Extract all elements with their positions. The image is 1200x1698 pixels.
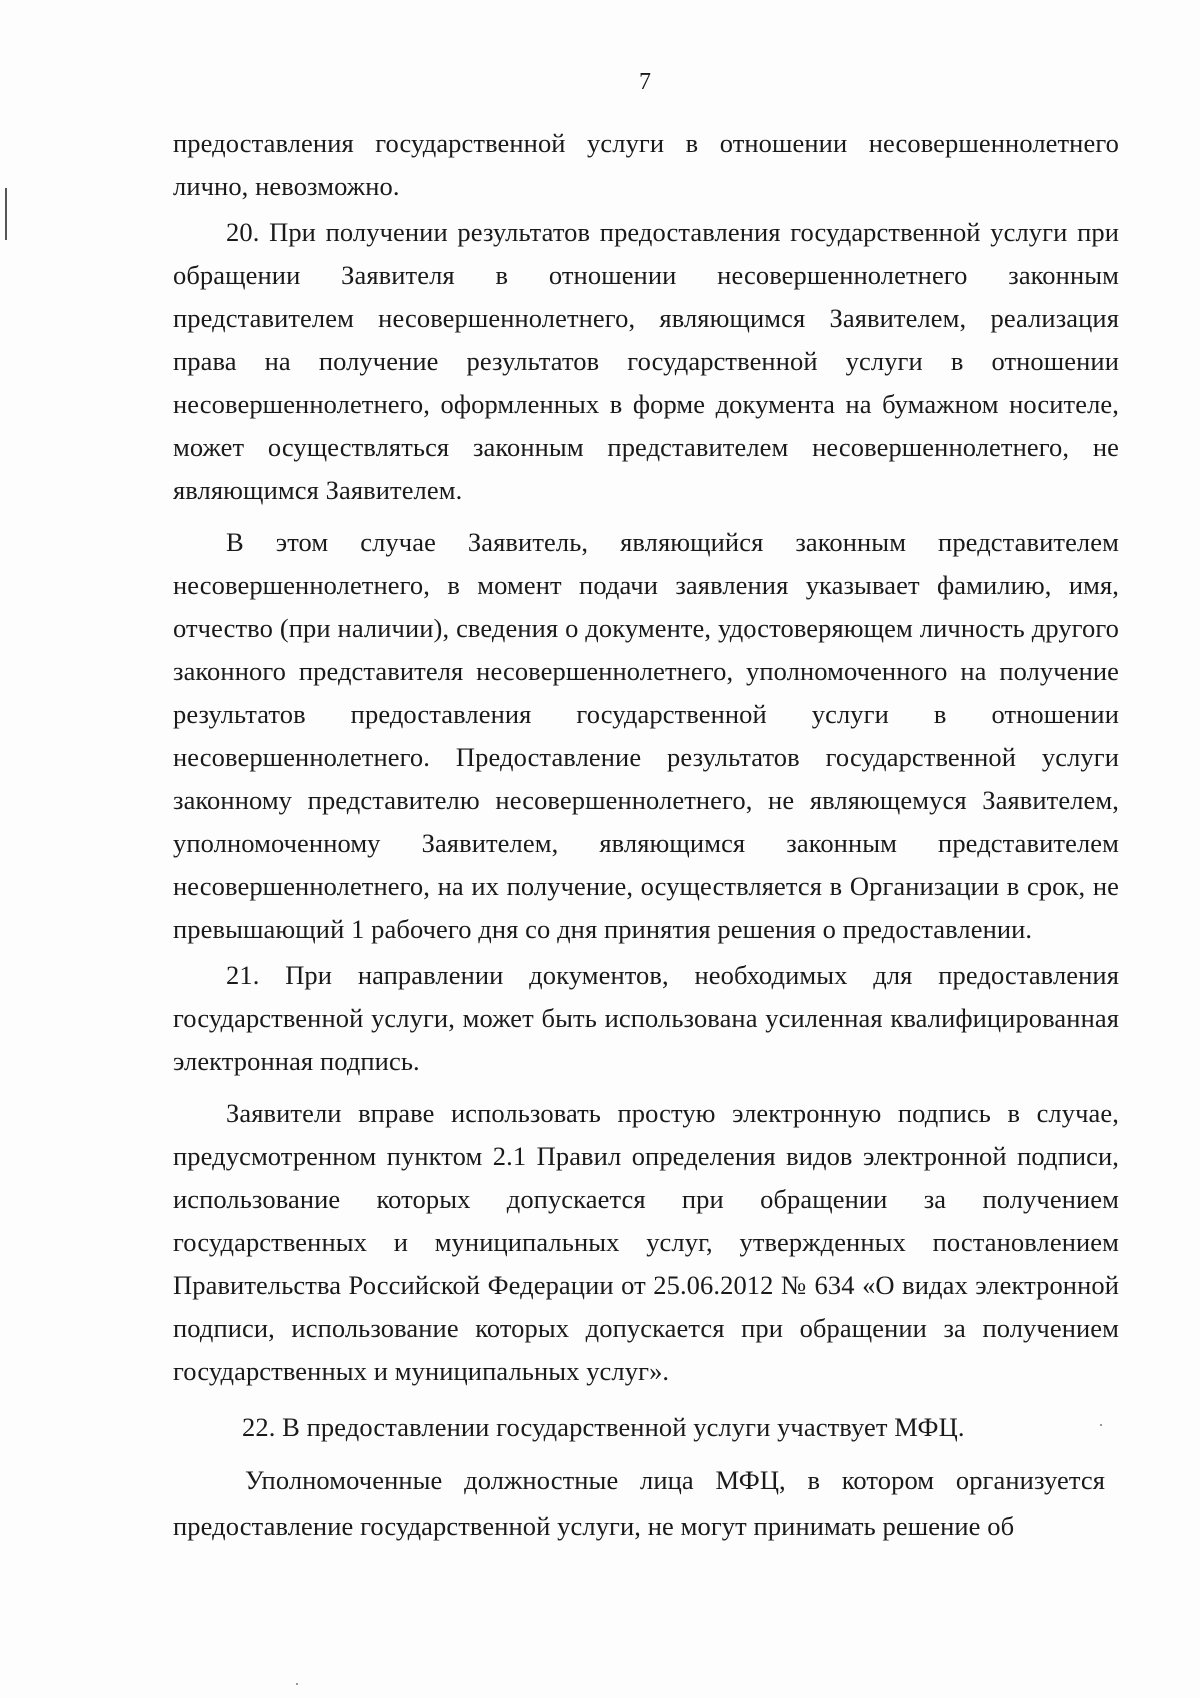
document-body [173, 122, 1119, 1549]
paragraph-22: 22. В предоставлении государственной услуги участвует МФЦ. [242, 1412, 965, 1442]
paragraph-20-case: В этом случае Заявитель, являющийся законным представителем несовершеннолетнего, в момент подачи заявления указывает фамилию, имя, отчество (при наличии), сведения о документе, удостоверяющем личность другого законного представителя несовершеннолетнего, уполномоченного на получение результатов предоставления государственной услуги в отношении несовершеннолетнего. Предоставление результатов государственной услуги законному представителю несовершеннолетнего, не являющемуся Заявителем, уполномоченному Заявителем, являющимся законным представителем несовершеннолетнего, на их получение, осуществляется в Организации в срок, не превышающий 1 рабочего дня со дня принятия решения о предоставлении. [173, 527, 1119, 944]
page-number: 7 [639, 69, 651, 95]
paragraph-22-officials: Уполномоченные должностные лица МФЦ, в котором организуется предоставление государственной услуги, не могут принимать решение об [173, 1465, 1105, 1541]
paragraph-21-simple-signature: Заявители вправе использовать простую электронную подпись в случае, предусмотренном пунктом 2.1 Правил определения видов электронной подписи, использование которых допускается при обращении за получением государственных и муниципальных услуг, утвержденных постановлением Правительства Российской Федерации от 25.06.2012 № 634 «О видах электронной подписи, использование которых допускается при обращении за получением государственных и муниципальных услуг». [173, 1098, 1119, 1386]
scan-speck [296, 1683, 298, 1685]
paragraph-20: 20. При получении результатов предоставления государственной услуги при обращении Заявителя в отношении несовершеннолетнего законным представителем несовершеннолетнего, являющимся Заявителем, реализация права на получение результатов государственной услуги в отношении несовершеннолетнего, оформленных в форме документа на бумажном носителе, может осуществляться законным представителем несовершеннолетнего, не являющимся Заявителем. [173, 217, 1119, 505]
paragraph-21: 21. При направлении документов, необходимых для предоставления государственной услуги, может быть использована усиленная квалифицированная электронная подпись. [173, 960, 1119, 1076]
paragraph-continuation: предоставления государственной услуги в отношении несовершеннолетнего лично, невозможно. [173, 128, 1119, 201]
scan-margin-mark [5, 188, 7, 240]
